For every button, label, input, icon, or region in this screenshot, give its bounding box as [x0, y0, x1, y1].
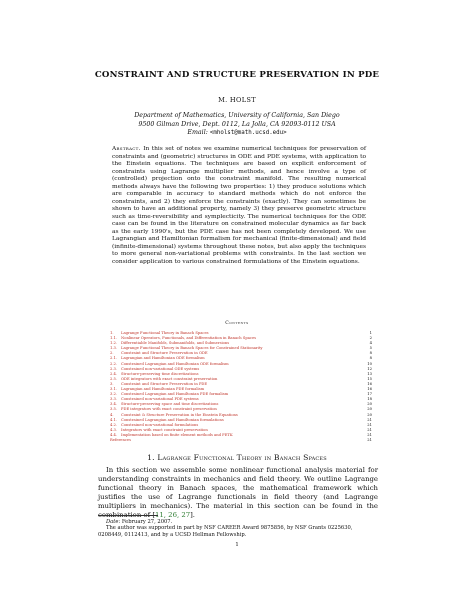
- toc-entry-link[interactable]: Constraint & Structure Preservation in the Einstein Equations: [121, 412, 238, 417]
- email-address[interactable]: <mholst@math.ucsd.edu>: [209, 130, 287, 137]
- toc-entry-link[interactable]: Lagrange Functional Theory in Banach Spaces for Constrained Stationarity: [121, 346, 263, 351]
- toc-entry-number: 3.4.: [110, 402, 118, 407]
- affiliation-line-2: 9500 Gilman Drive, Dept. 0112, La Jolla, CA 92093-0112 USA: [138, 120, 336, 128]
- toc-entry-number: 4.2.: [110, 422, 118, 427]
- toc-entry-link[interactable]: Structure-preserving time discretizations: [121, 371, 199, 376]
- toc-entry-number: 4.1.: [110, 417, 118, 422]
- paragraph-text: In this section we assemble some nonlinear functional analysis material for understanding constraints in mechanics and field theory. We outline Lagrange functional theory in Banach spaces, the mathematical framework which justifies the use of Lagrange functionals in field theory (and Lagrange multipliers in mechanics). The material in this section can be found in the combination of [: [98, 466, 378, 519]
- contents-heading: Contents: [225, 321, 249, 326]
- author-name: M. HOLST: [218, 96, 256, 104]
- toc-entry-link[interactable]: Differentiable Manifolds, Submanifolds, and Submersions: [121, 341, 230, 346]
- toc-entry-page: 20: [367, 402, 372, 407]
- toc-entry-page: 8: [369, 356, 372, 361]
- section-1-paragraph: [98, 466, 378, 520]
- toc-entry-number: 3.3.: [110, 397, 118, 402]
- affiliation-email: [0, 129, 474, 138]
- toc-entry-number: 3.: [110, 381, 114, 386]
- toc-entry-link[interactable]: Constrained Lagrangian and Hamiltonian formulations: [121, 417, 224, 422]
- toc-entry-page: 13: [367, 371, 372, 376]
- toc-entry-number: 2.5.: [110, 376, 118, 381]
- footnote-support: The author was supported in part by NSF CAREER Award 9875856, by NSF Grants 0225630, 0208449, 0112413, and by a UCSD Hellman Fellowship.: [98, 525, 353, 538]
- toc-entry-number: 2.2.: [110, 361, 118, 366]
- toc-entry-number: 1.3.: [110, 346, 118, 351]
- paper-title: CONSTRAINT AND STRUCTURE PRESERVATION IN PDE: [94, 70, 380, 80]
- toc-entry-link[interactable]: Constraint and Structure Preservation in PDE: [121, 381, 208, 386]
- abstract-label: Abstract.: [112, 146, 141, 152]
- toc-entry-page: 8: [369, 351, 372, 356]
- toc-entry-link[interactable]: Constrained non-variational PDE systems: [121, 397, 199, 402]
- toc-entry-link[interactable]: Structure-preserving space and time discretizations: [121, 402, 219, 407]
- toc-entry-page: 20: [367, 407, 372, 412]
- toc-entry-link[interactable]: Constraint and Structure Preservation in ODE: [121, 351, 208, 356]
- toc-entry-page: 12: [367, 366, 372, 371]
- toc-entry-page: 1: [369, 331, 372, 335]
- page-number: 1: [235, 542, 239, 548]
- toc-entry-number: 2.1.: [110, 356, 118, 361]
- toc-entry-number: 4.3.: [110, 427, 118, 432]
- toc-entry-link[interactable]: ODE integrators with exact constraint preservation: [121, 376, 218, 381]
- toc-entry-page: 20: [367, 412, 372, 417]
- section-1-number: 1.: [147, 453, 155, 462]
- toc-entry-number: 1.: [110, 331, 114, 335]
- toc-entry-link[interactable]: PDE integrators with exact constraint preservation: [121, 407, 217, 412]
- toc-entry-number: 3.1.: [110, 387, 118, 392]
- toc-entry-link[interactable]: Lagrangian and Hamiltonian ODE formalism: [121, 356, 205, 361]
- date-value: : February 27, 2007.: [118, 519, 173, 525]
- toc-entry-number: 1.1.: [110, 336, 118, 341]
- toc-references-link[interactable]: References: [110, 437, 131, 442]
- toc-entry-number: 3.5.: [110, 407, 118, 412]
- footnote-rule: [98, 515, 158, 516]
- abstract-text: In this set of notes we examine numerical techniques for preservation of constraints and (geometric) structures in ODE and PDE systems, with application to the Einstein equations. The techniques are based on explicit enforcement of constraints using Lagrange multiplier methods, and hence involve a type of (controlled) projection onto the constraint manifold. The resulting numerical methods always have the following two properties: 1) they produce solutions which are comparable in accuracy to standard methods which do not enforce the constraints, and 2) they enforce the constraints (exactly). They can sometimes be shown to have an additional property, namely 3) they preserve geometric structure such as time-reversibility and symplecticity. The numerical techniques for the ODE case can be found in the literature on constrained molecular dynamics as far back as the early 1990's, but the PDE case has not been completely developed. We use Lagrangian and Hamiltonian formalism for mechanical (finite-dimensional) and field (infinite-dimensional) systems throughout these notes, but also apply the techniques to more general non-variational problems with constraints. In the last section we consider application to various constrained formulations of the Einstein equations.: [112, 146, 367, 265]
- toc-entry-number: 4.: [110, 412, 114, 417]
- table-of-contents: [110, 331, 372, 443]
- section-1-heading: [0, 453, 474, 462]
- toc-entry-page: 21: [367, 427, 372, 432]
- toc-entry-link[interactable]: Lagrange Functional Theory in Banach Spaces: [121, 331, 209, 335]
- toc-entry-number: 4.4.: [110, 432, 118, 437]
- toc-entry-page: 4: [369, 341, 372, 346]
- toc-references[interactable]: [110, 438, 372, 443]
- toc-entry-link[interactable]: Constrained non-variational ODE systems: [121, 366, 200, 371]
- citation-links[interactable]: 11, 26, 27: [155, 511, 191, 519]
- date-label: Date: [106, 519, 119, 525]
- toc-entry-link[interactable]: Integrators with exact constraint preservation: [121, 427, 208, 432]
- toc-entry-page: 5: [369, 346, 372, 351]
- footnote: [98, 519, 378, 538]
- email-label: Email:: [187, 129, 208, 137]
- toc-entry-number: 3.2.: [110, 392, 118, 397]
- toc-entry-link[interactable]: Constrained Lagrangian and Hamiltonian PDE formalism: [121, 392, 229, 397]
- paragraph-text-end: ].: [190, 511, 195, 519]
- toc-entry-number: 2.3.: [110, 366, 118, 371]
- toc-entry-page: 21: [367, 422, 372, 427]
- toc-entry-number: 2.4.: [110, 371, 118, 376]
- toc-entry-page: 18: [367, 397, 372, 402]
- affiliation-line-1: Department of Mathematics, University of California, San Diego: [134, 112, 340, 119]
- toc-entry-page: 15: [367, 376, 372, 381]
- toc-entry-number: 1.2.: [110, 341, 118, 346]
- toc-entry-page: 21: [367, 417, 372, 422]
- toc-entry-page: 10: [367, 361, 372, 366]
- toc-entry-link[interactable]: Nonlinear Operators, Functionals, and Differentiation in Banach Spaces: [121, 336, 257, 341]
- toc-entry-link[interactable]: Constrained non-variational formulations: [121, 422, 199, 427]
- abstract: [112, 146, 366, 266]
- toc-entry-page: 17: [367, 392, 372, 397]
- toc-entry-page: 21: [367, 432, 372, 437]
- toc-entry-page: 16: [367, 381, 372, 386]
- toc-entry-number: 2.: [110, 351, 114, 356]
- affiliation: [0, 112, 474, 138]
- toc-entry-link[interactable]: Implementation based on finite element methods and FETK: [121, 432, 233, 437]
- section-1-title: Lagrange Functional Theory in Banach Spaces: [157, 453, 327, 462]
- toc-entry-link[interactable]: Lagrangian and Hamiltonian PDE formalism: [121, 387, 205, 392]
- toc-references-page: 21: [367, 437, 372, 442]
- toc-entry-page: 2: [369, 336, 372, 341]
- toc-entry-page: 16: [367, 387, 372, 392]
- toc-entry-link[interactable]: Constrained Lagrangian and Hamiltonian ODE formalism: [121, 361, 229, 366]
